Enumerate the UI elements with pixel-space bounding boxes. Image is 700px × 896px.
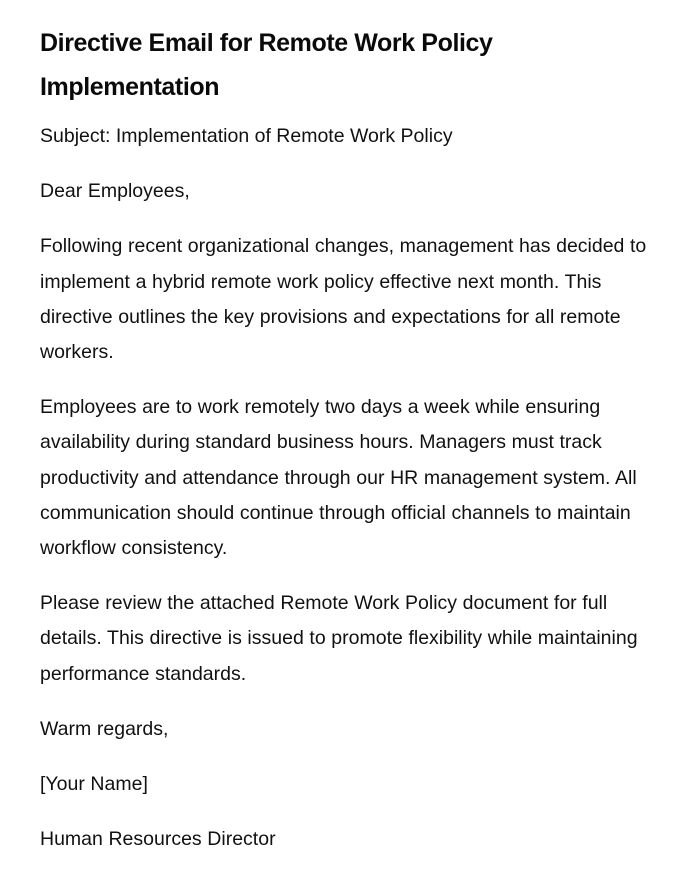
email-greeting: Dear Employees, (40, 180, 190, 203)
document-title: Directive Email for Remote Work Policy Implementation (40, 29, 493, 101)
signature-name: [Your Name] (40, 773, 148, 796)
email-subject: Subject: Implementation of Remote Work Policy (40, 125, 453, 147)
body-paragraph-2: Employees are to work remotely two days a week while ensuring availability during standard business hours. Managers must track productivity and attendance through our HR management system. All communication should continue through official channels to maintain workflow consistency. (40, 396, 637, 560)
body-paragraph-1: Following recent organizational changes, management has decided to implement a hybrid remote work policy effective next month. This directive outlines the key provisions and expectations for all remote workers. (40, 235, 647, 364)
email-closing: Warm regards, (40, 717, 169, 740)
signature-title: Human Resources Director (40, 828, 276, 851)
body-paragraph-3: Please review the attached Remote Work Policy document for full details. This directive is issued to promote flexibility while maintaining performance standards. (40, 592, 638, 685)
